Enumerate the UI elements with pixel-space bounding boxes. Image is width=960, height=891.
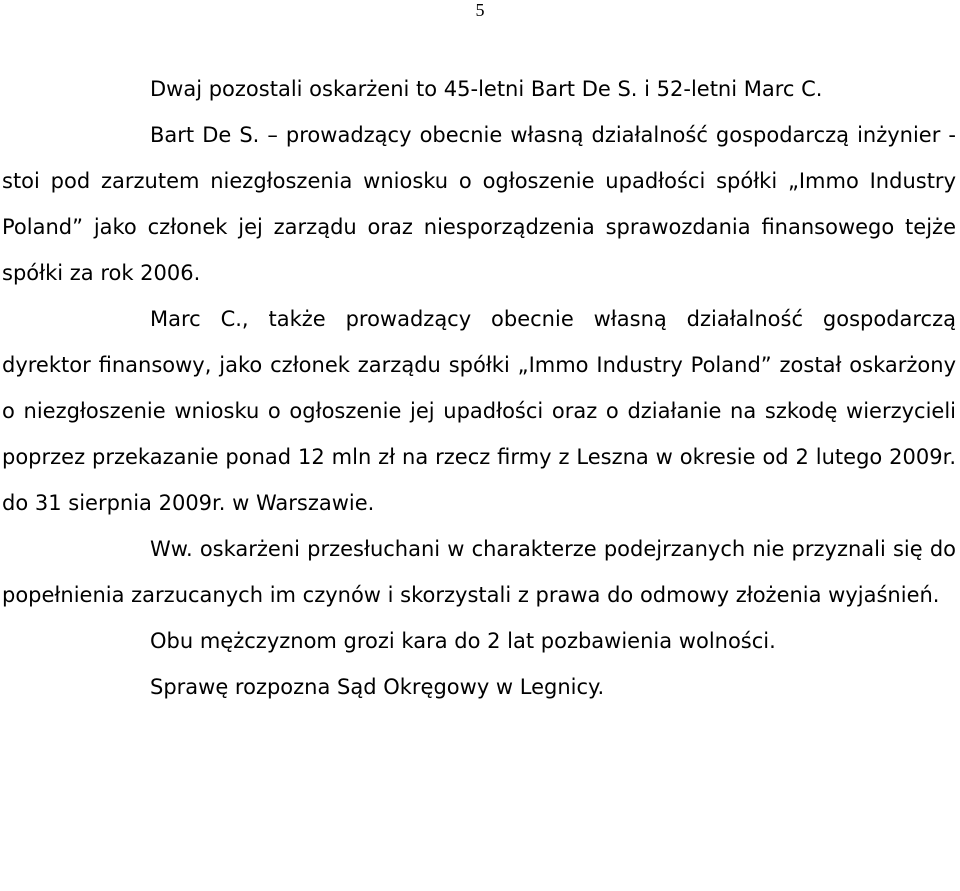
paragraph-plea: Ww. oskarżeni przesłuchani w charakterze podejrzanych nie przyznali się do popełnienia zarzucanych im czynów i skorzystali z prawa do odmowy złożenia wyjaśnień. [2,537,956,607]
paragraph-defendants-intro: Dwaj pozostali oskarżeni to 45-letni Bart De S. i 52-letni Marc C. [150,77,823,101]
document-body [2,66,956,710]
paragraph-bart-charges: Bart De S. – prowadzący obecnie własną działalność gospodarczą inżynier - stoi pod zarzutem niezgłoszenia wniosku o ogłoszenie upadłości spółki „Immo Industry Poland” jako członek jej zarządu oraz niesporządzenia sprawozdania finansowego tejże spółki za rok 2006. [2,123,956,285]
paragraph-penalty: Obu mężczyznom grozi kara do 2 lat pozbawienia wolności. [150,629,776,653]
paragraph-court: Sprawę rozpozna Sąd Okręgowy w Legnicy. [150,675,605,699]
paragraph-marc-charges: Marc C., także prowadzący obecnie własną działalność gospodarczą dyrektor finansowy, jako członek zarządu spółki „Immo Industry Poland” został oskarżony o niezgłoszenie wniosku o ogłoszenie jej upadłości oraz o działanie na szkodę wierzycieli poprzez przekazanie ponad 12 mln zł na rzecz firmy z Leszna w okresie od 2 lutego 2009r. do 31 sierpnia 2009r. w Warszawie. [2,307,956,515]
page-number: 5 [475,0,485,20]
